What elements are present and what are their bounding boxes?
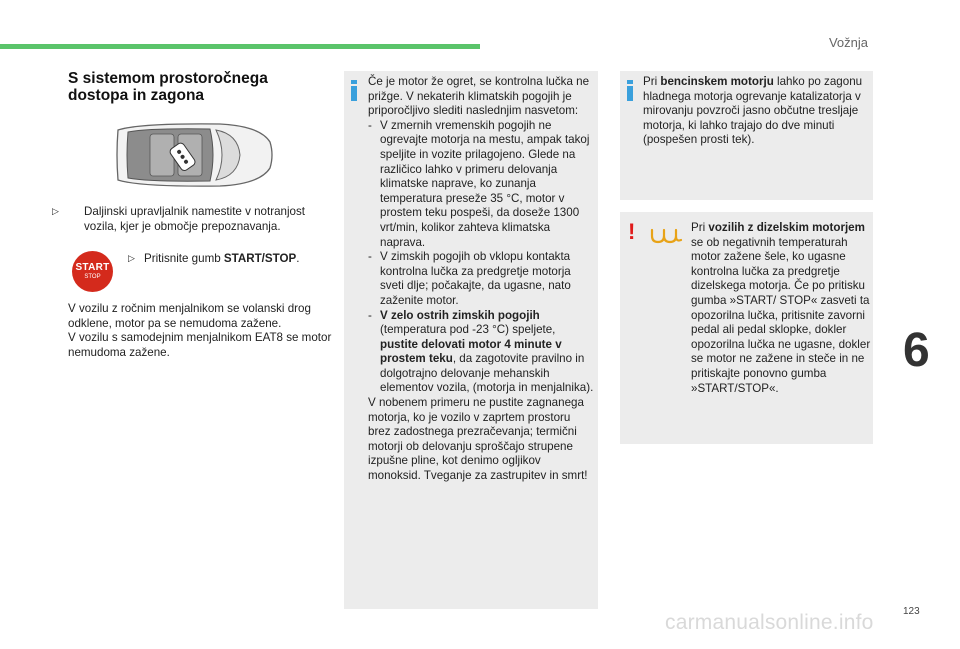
- list-item: - V zelo ostrih zimskih pogojih (temperatura pod -23 °C) speljete, pustite delovati motor 4 minute v prostem teku, da zagotovite pravilno in dolgotrajno delovanje mehanskih elementov vozila, (motorja in menjalnika).: [368, 308, 594, 395]
- cold-engine-tips-content: [368, 75, 596, 484]
- warning-exclamation-icon: !: [628, 219, 636, 244]
- remote-instruction: ▷ Daljinski upravljalnik namestite v notranjost vozila, kjer je območje prepoznavanja.: [52, 205, 306, 233]
- list-item: - V zimskih pogojih ob vklopu kontakta kontrolna lučka za predgretje motorja sveti dlje; počakajte, da ugasne, nato zaženite motor.: [368, 250, 571, 307]
- manual-gearbox-text: V vozilu z ročnim menjalnikom se volanski drog odklene, motor pa se nemudoma zažene.: [68, 302, 311, 330]
- stop-label: STOP: [84, 274, 101, 280]
- section-title: Vožnja: [828, 35, 868, 50]
- page-heading: [68, 70, 328, 104]
- info-icon: [626, 80, 634, 101]
- list-item: - V zmernih vremenskih pogojih ne ogrevajte motorja na mestu, ampak takoj speljite in vozite prilagojeno. Glede na različico lahko v primeru delovanja klimatske naprave, ko zunanja temperatura preseže 35 °C, motor v prostem teku pospeši, da doseže 1300 vrt/min, kolikor zahteva klimatska naprava.: [368, 118, 590, 249]
- diesel-engine-note: Pri vozilih z dizelskim motorjem se ob negativnih temperaturah motor zažene šele, ko ugasne kontrolna lučka za predgretje dizelskega motorja. Če po pritisku gumba »START/ STOP« zasveti ta opozorilna lučka, pritisnite zavorni pedal ali pedal sklopke, dokler opozorilna lučka ne ugasne, dokler se motor ne zažene in steče in ne pritiskajte ponovno gumba »START/STOP«.: [691, 221, 871, 395]
- chapter-color-bar: [0, 44, 480, 49]
- chapter-number: 6: [903, 324, 930, 377]
- heading-line-1: S sistemom prostoročnega: [68, 70, 268, 87]
- glow-plug-preheat-icon: [650, 226, 684, 244]
- info-icon: [350, 80, 358, 101]
- start-stop-button-icon: [72, 251, 113, 292]
- start-label: START: [75, 262, 110, 273]
- bullet-triangle-icon: ▷: [128, 253, 135, 263]
- bullet-triangle-icon: ▷: [52, 206, 59, 216]
- automatic-gearbox-text: V vozilu s samodejnim menjalnikom EAT8 se motor nemudoma zažene.: [68, 331, 332, 359]
- page-number: 123: [903, 606, 920, 617]
- petrol-engine-note: Pri bencinskem motorju lahko po zagonu hladnega motorja ogrevanje katalizatorja v mirovanju povzroči jasno občutne tresljaje motorja, ki lahko trajajo do dve minuti (pospešen prosti tek).: [643, 75, 863, 147]
- watermark: carmanualsonline.info: [665, 611, 874, 634]
- tips-list: [368, 119, 596, 396]
- press-button-instruction: ▷ Pritisnite gumb START/STOP.: [128, 252, 300, 265]
- car-top-view-illustration: [110, 120, 275, 190]
- tips-intro: Če je motor že ogret, se kontrolna lučka ne prižge. V nekaterih klimatskih pogojih je priporočljivo slediti naslednjim nasvetom:: [368, 75, 590, 118]
- tips-closing-warning: V nobenem primeru ne pustite zagnanega motorja, ko je vozilo v zaprtem prostoru brez zadostnega prezračevanja; termični motorji ob delovanju sproščajo strupene izpušne pline, kot denimo ogljikov monoksid. Tveganje za zastrupitev in smrt!: [368, 396, 588, 483]
- heading-line-2: dostopa in zagona: [68, 87, 205, 104]
